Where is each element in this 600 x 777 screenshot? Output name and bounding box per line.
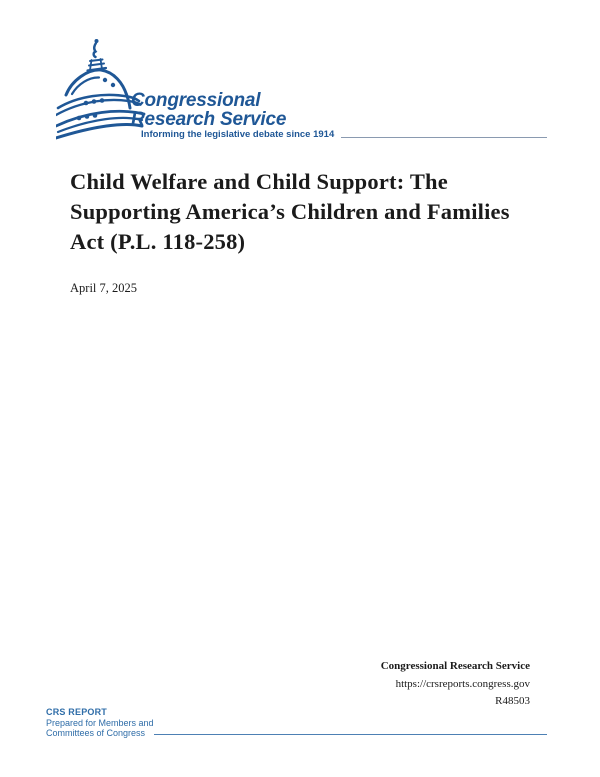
crs-report-label: CRS REPORT (46, 707, 108, 717)
header-rule (341, 137, 547, 138)
logo-wordmark (131, 92, 286, 129)
footer-report-label-block (46, 707, 154, 739)
logo-tagline: Informing the legislative debate since 1914 (141, 129, 335, 140)
footer-rule (154, 734, 547, 735)
prepared-line-2: Committees of Congress (46, 728, 146, 738)
report-url: https://crsreports.congress.gov (395, 677, 530, 690)
report-title (70, 167, 510, 257)
logo-org-line1: Congressional (131, 90, 261, 111)
report-number: R48503 (495, 695, 530, 707)
report-title-line: Supporting America’s Children and Families (70, 199, 510, 224)
logo-org-line2: Research Service (131, 108, 287, 130)
footer-attribution (381, 658, 530, 711)
report-title-line: Act (P.L. 118-258) (70, 229, 246, 254)
report-date: April 7, 2025 (70, 281, 138, 295)
logo-tagline-row (141, 129, 547, 140)
report-title-line: Child Welfare and Child Support: The (70, 169, 448, 194)
prepared-line-1: Prepared for Members and (46, 717, 154, 728)
footer-org-name: Congressional Research Service (380, 660, 530, 672)
